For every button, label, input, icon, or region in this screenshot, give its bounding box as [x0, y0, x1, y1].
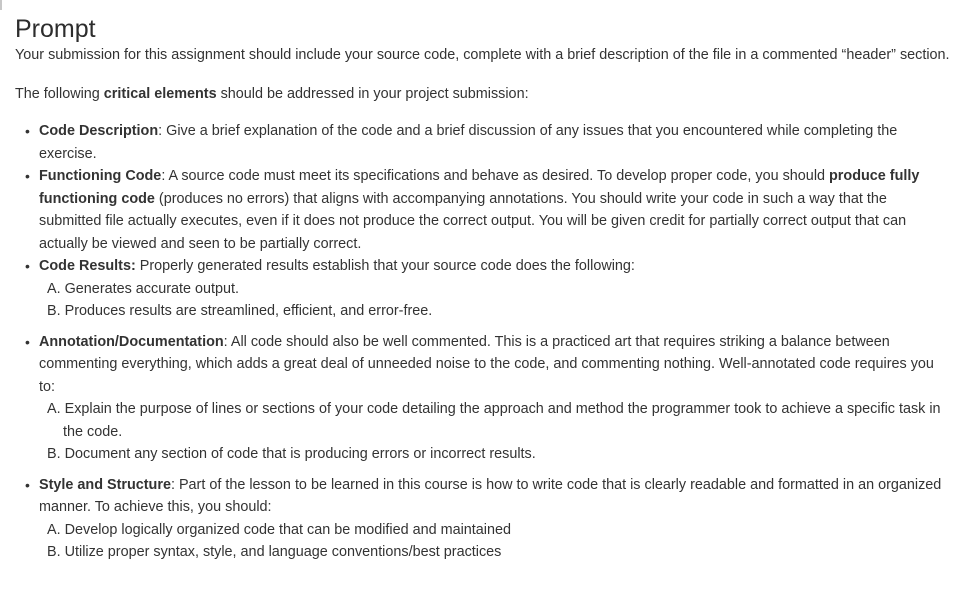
- item-bold-phrase: produce fully functioning code: [39, 168, 920, 207]
- list-item-code-results: [25, 255, 951, 323]
- sub-item: [47, 443, 951, 466]
- sub-text: Utilize proper syntax, style, and language conventions/best practices: [64, 544, 502, 560]
- sub-letter: B.: [47, 544, 61, 560]
- item-label: Functioning Code: [39, 168, 162, 184]
- sub-list: [39, 398, 951, 466]
- page-title: Prompt: [15, 15, 96, 43]
- lead-before: The following: [15, 85, 104, 102]
- sub-letter: A.: [47, 521, 61, 538]
- item-label: Code Results:: [39, 258, 136, 274]
- bullet-icon: •: [25, 168, 30, 184]
- sub-list: [39, 278, 951, 323]
- list-item-annotation: [25, 331, 951, 466]
- sub-text: Develop logically organized code that can be modified and maintained: [64, 521, 512, 538]
- sub-letter: B.: [47, 303, 61, 319]
- bullet-icon: •: [25, 476, 30, 493]
- sub-item: [47, 398, 951, 443]
- item-label: Code Description: [39, 123, 159, 139]
- prompt-content: [15, 14, 951, 564]
- lead-paragraph: [15, 83, 951, 106]
- bullet-icon: •: [25, 258, 30, 274]
- lead-bold: critical elements: [103, 85, 217, 102]
- item-text: (produces no errors) that aligns with accompanying annotations. You should write your code in such a way that the submitted file actually executes, even if it does not produce the correct output. You will be given credit for partially correct output that can actually be viewed and seen to be partially correct.: [39, 190, 907, 252]
- sub-letter: A.: [47, 280, 61, 297]
- sub-letter: A.: [47, 401, 61, 417]
- sub-text: Produces results are streamlined, efficient, and error-free.: [64, 303, 433, 319]
- sub-text: Explain the purpose of lines or sections of your code detailing the approach and method the programmer took to achieve a specific task in the code.: [63, 401, 941, 440]
- sub-letter: B.: [47, 446, 61, 462]
- item-text: : Give a brief explanation of the code and a brief discussion of any issues that you encountered while completing the exercise.: [39, 123, 898, 162]
- list-item-code-description: [25, 120, 951, 165]
- item-label: Annotation/Documentation: [39, 333, 224, 350]
- list-item-style-structure: [25, 474, 951, 564]
- item-text: : A source code must meet its specifications and behave as desired. To develop proper code, you should: [161, 168, 830, 184]
- list-item-functioning-code: [25, 165, 951, 255]
- item-text: : Part of the lesson to be learned in this course is how to write code that is clearly readable and formatted in an organized manner. To achieve this, you should:: [39, 476, 942, 515]
- bullet-icon: •: [25, 333, 30, 350]
- sub-text: Document any section of code that is producing errors or incorrect results.: [64, 446, 536, 462]
- left-rule: [0, 0, 2, 10]
- sub-item: [47, 278, 951, 301]
- critical-elements-list: [15, 120, 951, 564]
- sub-item: [47, 519, 951, 542]
- bullet-icon: •: [25, 123, 30, 139]
- sub-item: [47, 300, 951, 323]
- lead-after: should be addressed in your project submission:: [216, 85, 529, 102]
- sub-item: [47, 541, 951, 564]
- item-text: : All code should also be well commented. This is a practiced art that requires striking a balance between commenting everything, which adds a great deal of unneeded noise to the code, and commenting nothing. Well-annotated code requires you to:: [39, 333, 934, 395]
- sub-text: Generates accurate output.: [64, 280, 240, 297]
- item-text: Properly generated results establish that your source code does the following:: [135, 258, 635, 274]
- item-label: Style and Structure: [39, 476, 171, 493]
- sub-list: [39, 519, 951, 564]
- intro-paragraph: Your submission for this assignment should include your source code, complete with a brief description of the file in a commented “header” section.: [15, 47, 950, 63]
